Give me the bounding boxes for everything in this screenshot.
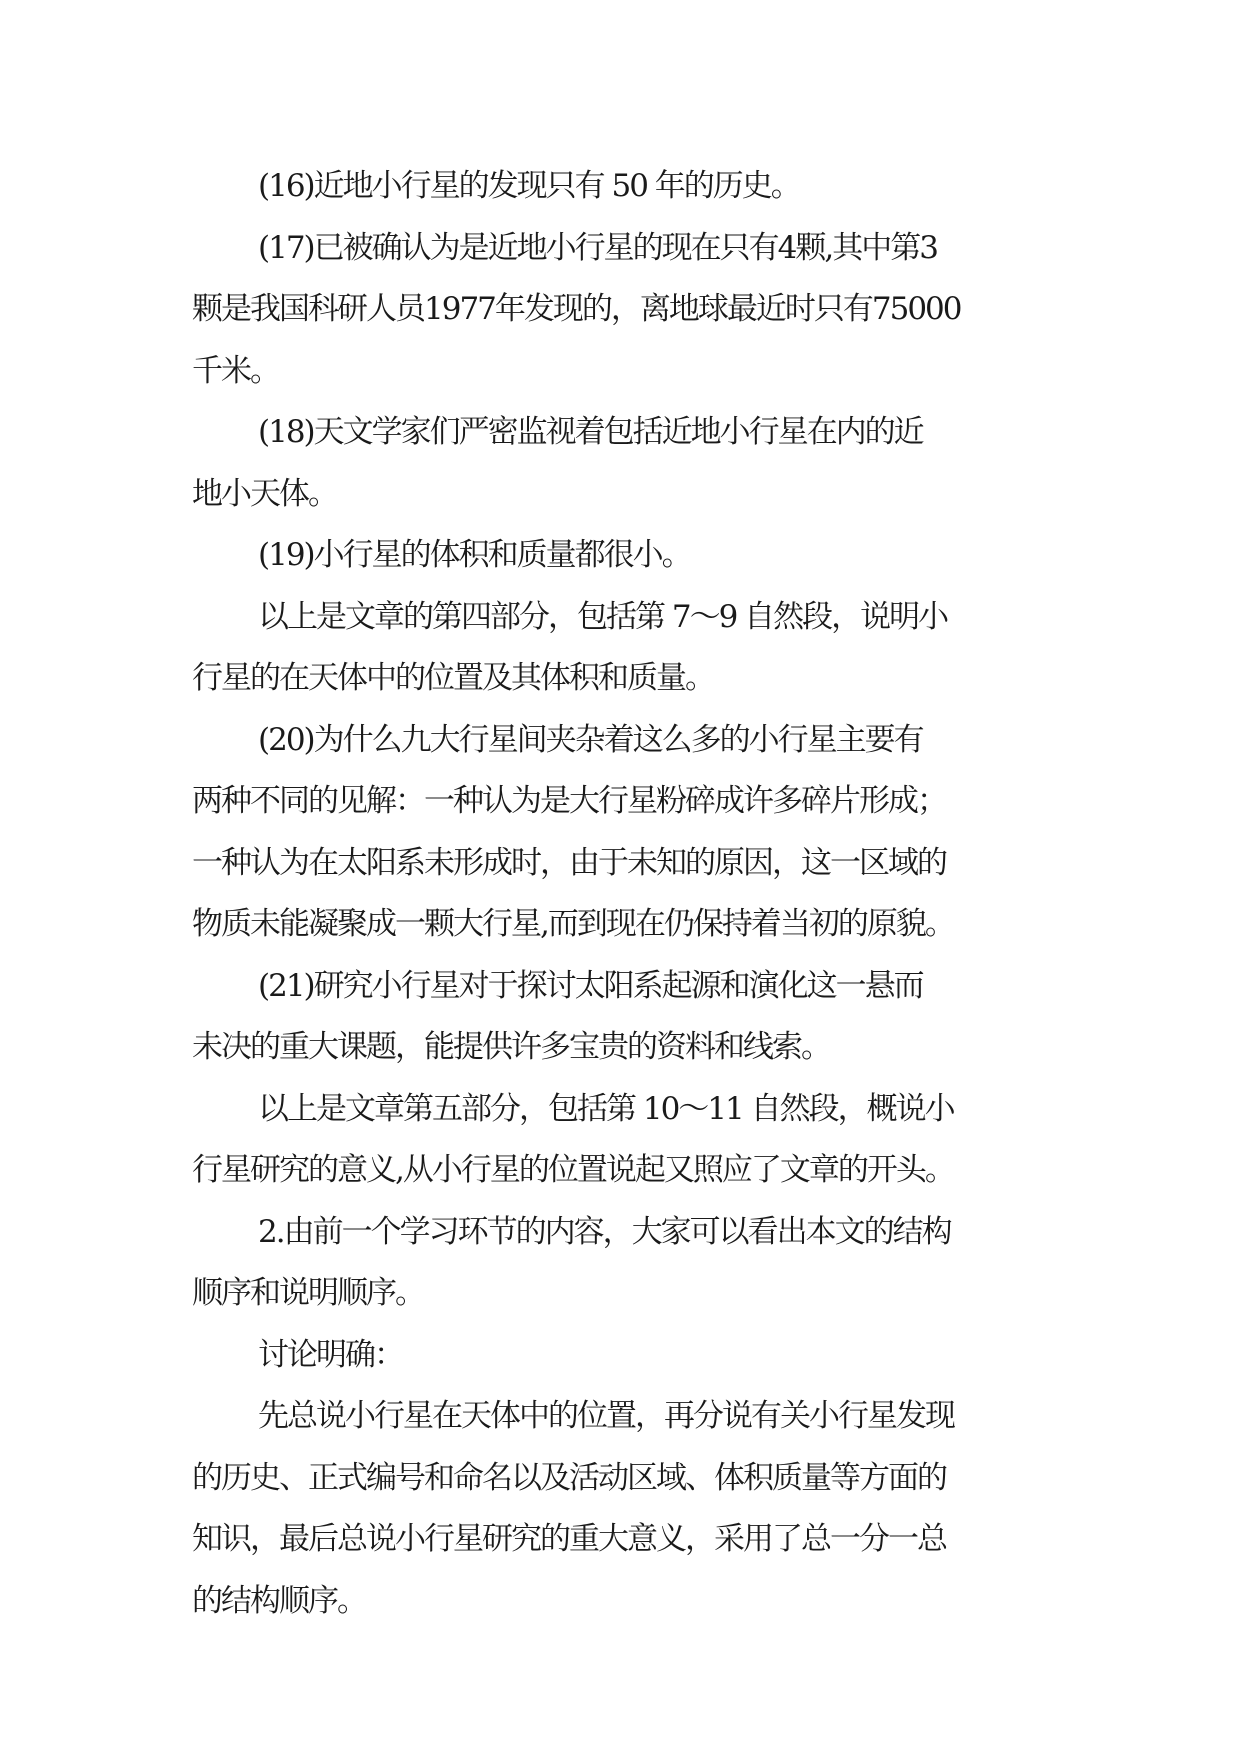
text-line: (20)为什么九大行星间夹杂着这么多的小行星主要有 xyxy=(258,721,923,758)
text-line: (18)天文学家们严密监视着包括近地小行星在内的近 xyxy=(258,414,923,450)
paragraph-17 xyxy=(192,218,1054,403)
text-line: (17)已被确认为是近地小行星的现在只有4颗,其中第3 xyxy=(258,229,937,266)
text-line: 的历史、正式编号和命名以及活动区域、体积质量等方面的 xyxy=(192,1459,946,1496)
paragraph-discussion-heading xyxy=(192,1325,1054,1387)
text-line: 知识，最后总说小行星研究的重大意义，采用了总一分一总 xyxy=(192,1521,946,1557)
text-line: 物质未能凝聚成一颗大行星,而到现在仍保持着当初的原貌。 xyxy=(192,906,954,942)
document-page xyxy=(192,156,1054,1632)
text-line: (16)近地小行星的发现只有 50 年的历史。 xyxy=(258,168,800,204)
paragraph-21 xyxy=(192,956,1054,1079)
text-line: 先总说小行星在天体中的位置，再分说有关小行星发现 xyxy=(258,1398,954,1434)
text-line: 千米。 xyxy=(192,352,279,389)
paragraph-18 xyxy=(192,402,1054,525)
paragraph-part-five-summary xyxy=(192,1079,1054,1202)
text-line: 行星研究的意义,从小行星的位置说起又照应了文章的开头。 xyxy=(192,1152,954,1188)
text-line: 两种不同的见解：一种认为是大行星粉碎成许多碎片形成； xyxy=(192,783,946,819)
paragraph-19 xyxy=(192,525,1054,587)
text-line: 以上是文章的第四部分，包括第 7～9 自然段，说明小 xyxy=(258,598,948,635)
paragraph-16 xyxy=(192,156,1054,218)
text-line: 的结构顺序。 xyxy=(192,1582,366,1619)
paragraph-structure-order xyxy=(192,1202,1054,1325)
text-line: (19)小行星的体积和质量都很小。 xyxy=(258,537,691,573)
text-line: 2.由前一个学习环节的内容，大家可以看出本文的结构 xyxy=(258,1213,951,1250)
text-line: 颗是我国科研人员1977年发现的，离地球最近时只有75000 xyxy=(192,291,961,327)
text-line: 地小天体。 xyxy=(192,475,337,512)
text-line: 以上是文章第五部分，包括第 10～11 自然段，概说小 xyxy=(258,1090,954,1127)
paragraph-20 xyxy=(192,710,1054,956)
text-line: 一种认为在太阳系未形成时，由于未知的原因，这一区域的 xyxy=(192,844,946,881)
text-line: 行星的在天体中的位置及其体积和质量。 xyxy=(192,660,714,696)
text-line: 讨论明确： xyxy=(258,1336,403,1373)
paragraph-part-four-summary xyxy=(192,587,1054,710)
paragraph-discussion-conclusion xyxy=(192,1386,1054,1632)
text-line: 顺序和说明顺序。 xyxy=(192,1275,424,1311)
text-line: (21)研究小行星对于探讨太阳系起源和演化这一悬而 xyxy=(258,967,923,1004)
text-line: 未决的重大课题，能提供许多宝贵的资料和线索。 xyxy=(192,1029,830,1065)
